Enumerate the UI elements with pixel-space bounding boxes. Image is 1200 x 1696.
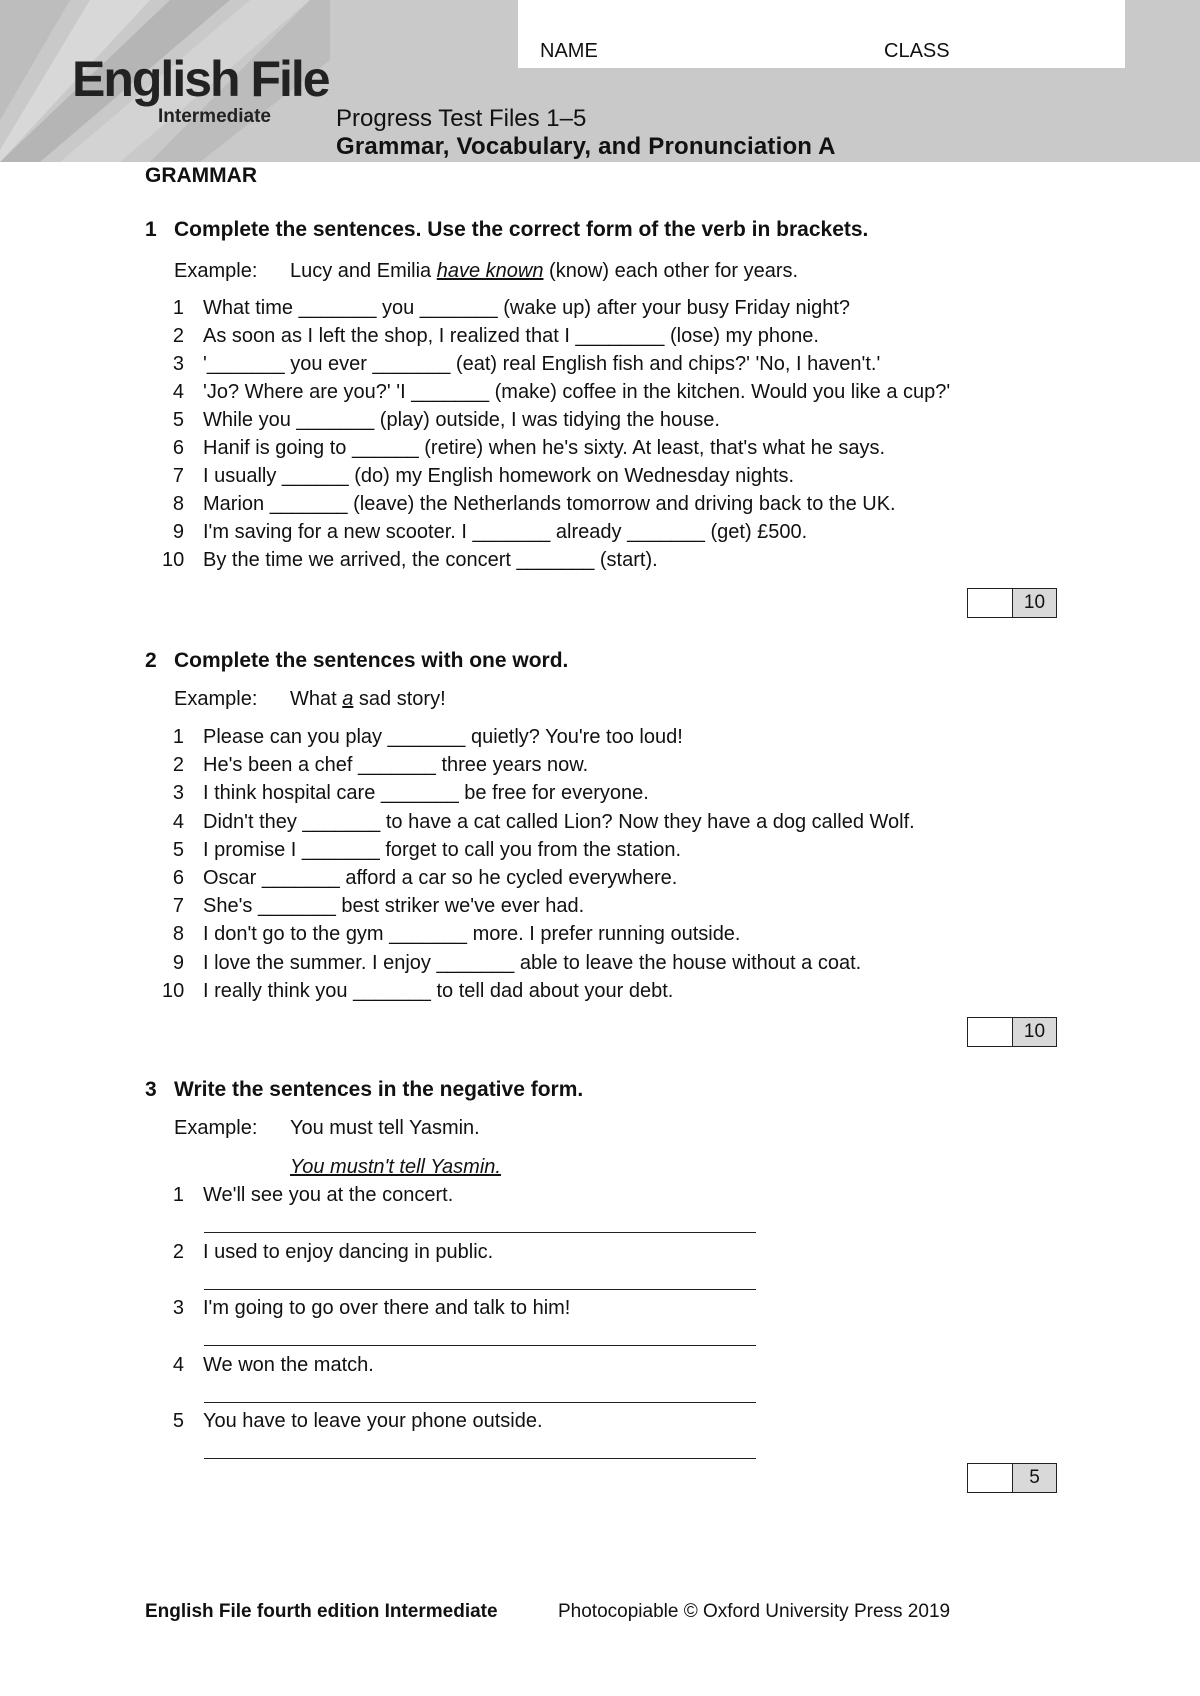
item-number: 4: [172, 810, 184, 833]
item-sentence: We won the match.: [203, 1353, 374, 1376]
item-sentence: I promise I _______ forget to call you from the station.: [203, 838, 682, 861]
exercise-2-number: 2: [145, 649, 157, 672]
item-sentence: While you _______ (play) outside, I was tidying the house.: [203, 409, 720, 431]
exercise-3-instruction: Write the sentences in the negative form.: [174, 1078, 584, 1101]
item-number: 4: [172, 381, 184, 403]
item-sentence: I'm saving for a new scooter. I _______ already _______ (get) £500.: [203, 521, 808, 543]
exercise-3-score-box[interactable]: [967, 1463, 1057, 1493]
answer-line[interactable]: [204, 1402, 756, 1403]
answer-line[interactable]: [204, 1458, 756, 1459]
item-sentence: Didn't they _______ to have a cat called Lion? Now they have a dog called Wolf.: [203, 810, 915, 833]
item-number: 5: [172, 409, 184, 431]
item-sentence: You have to leave your phone outside.: [203, 1410, 543, 1432]
score-input[interactable]: [968, 1464, 1013, 1492]
item-number: 5: [172, 1410, 184, 1432]
exercise-3-example-answer: [290, 1156, 501, 1179]
logo-subtitle: Intermediate: [158, 106, 271, 127]
item-sentence: He's been a chef _______ three years now.: [203, 754, 589, 777]
item-sentence: '_______ you ever _______ (eat) real English fish and chips?' 'No, I haven't.': [203, 353, 881, 375]
item-sentence: Marion _______ (leave) the Netherlands tomorrow and driving back to the UK.: [203, 493, 896, 515]
example-answer: You mustn't tell Yasmin.: [290, 1156, 501, 1178]
item-number: 5: [172, 838, 184, 861]
name-label: NAME: [540, 40, 598, 62]
exercise-3-example: [174, 1117, 480, 1140]
example-label: Example:: [174, 260, 258, 282]
item-number: 8: [172, 923, 184, 946]
item-sentence: Please can you play _______ quietly? You're too loud!: [203, 726, 683, 748]
score-total: 10: [1013, 1018, 1056, 1046]
answer-line[interactable]: [204, 1232, 756, 1233]
score-input[interactable]: [968, 1018, 1013, 1046]
example-text: Lucy and Emilia: [290, 260, 437, 282]
exercise-1-number: 1: [145, 218, 157, 241]
exercise-1-example: [174, 260, 798, 283]
example-label: Example:: [174, 688, 258, 710]
item-sentence: By the time we arrived, the concert _______ (start).: [203, 549, 658, 571]
item-sentence: I'm going to go over there and talk to him!: [203, 1297, 571, 1319]
answer-line[interactable]: [204, 1345, 756, 1346]
item-sentence: I usually ______ (do) my English homework on Wednesday nights.: [203, 465, 795, 487]
item-number: 3: [172, 353, 184, 375]
item-sentence: 'Jo? Where are you?' 'I _______ (make) coffee in the kitchen. Would you like a cup?': [203, 381, 951, 403]
footer-copyright: Photocopiable © Oxford University Press 2019: [558, 1601, 951, 1622]
item-sentence: What time _______ you _______ (wake up) after your busy Friday night?: [203, 297, 851, 319]
item-number: 2: [172, 1240, 184, 1263]
item-number: 2: [172, 325, 184, 347]
item-number: 4: [172, 1353, 184, 1376]
example-answer: a: [342, 688, 354, 710]
item-sentence: I love the summer. I enjoy _______ able to leave the house without a coat.: [203, 951, 862, 974]
test-title: Progress Test Files 1–5: [336, 105, 587, 132]
section-heading: GRAMMAR: [145, 164, 257, 187]
item-sentence: Hanif is going to ______ (retire) when he's sixty. At least, that's what he says.: [203, 437, 886, 459]
item-sentence: I used to enjoy dancing in public.: [203, 1240, 494, 1263]
test-subtitle: Grammar, Vocabulary, and Pronunciation A: [336, 133, 836, 160]
item-sentence: I think hospital care _______ be free for everyone.: [203, 782, 649, 805]
item-number: 10: [162, 549, 185, 571]
example-text: (know) each other for years.: [543, 260, 799, 282]
example-text: sad story!: [353, 688, 446, 710]
example-label: Example:: [174, 1117, 258, 1139]
logo-title: English File: [72, 51, 329, 107]
exercise-2-score-box[interactable]: [967, 1017, 1057, 1047]
footer-edition: English File fourth edition Intermediate: [145, 1601, 498, 1622]
example-text: What: [290, 688, 343, 710]
item-sentence: I don't go to the gym _______ more. I prefer running outside.: [203, 923, 741, 946]
answer-line[interactable]: [204, 1289, 756, 1290]
item-number: 1: [172, 726, 184, 748]
item-number: 3: [172, 1297, 184, 1319]
item-number: 8: [172, 493, 184, 515]
name-class-box: [518, 0, 1125, 68]
item-number: 10: [162, 979, 185, 1002]
item-number: 3: [172, 782, 184, 805]
class-label: CLASS: [884, 40, 950, 62]
exercise-2-instruction: Complete the sentences with one word.: [174, 649, 569, 672]
score-total: 5: [1013, 1464, 1056, 1492]
exercise-1-instruction: Complete the sentences. Use the correct form of the verb in brackets.: [174, 218, 869, 241]
item-sentence: She's _______ best striker we've ever had.: [203, 895, 585, 918]
item-number: 6: [172, 437, 184, 459]
exercise-3-number: 3: [145, 1078, 157, 1101]
item-number: 6: [172, 867, 184, 889]
example-text: You must tell Yasmin.: [290, 1117, 480, 1139]
item-sentence: Oscar _______ afford a car so he cycled everywhere.: [203, 867, 678, 889]
item-number: 2: [172, 754, 184, 777]
item-number: 9: [172, 521, 184, 543]
item-sentence: I really think you _______ to tell dad about your debt.: [203, 979, 674, 1002]
exercise-1-score-box[interactable]: [967, 588, 1057, 618]
item-number: 1: [172, 1184, 184, 1206]
score-input[interactable]: [968, 589, 1013, 617]
item-sentence: We'll see you at the concert.: [203, 1184, 454, 1206]
item-number: 7: [172, 465, 184, 487]
score-total: 10: [1013, 589, 1056, 617]
item-number: 1: [172, 297, 184, 319]
example-answer: have known: [436, 260, 544, 282]
item-sentence: As soon as I left the shop, I realized that I ________ (lose) my phone.: [203, 325, 819, 347]
item-number: 9: [172, 951, 184, 974]
item-number: 7: [172, 895, 184, 918]
exercise-2-example: [174, 688, 446, 711]
